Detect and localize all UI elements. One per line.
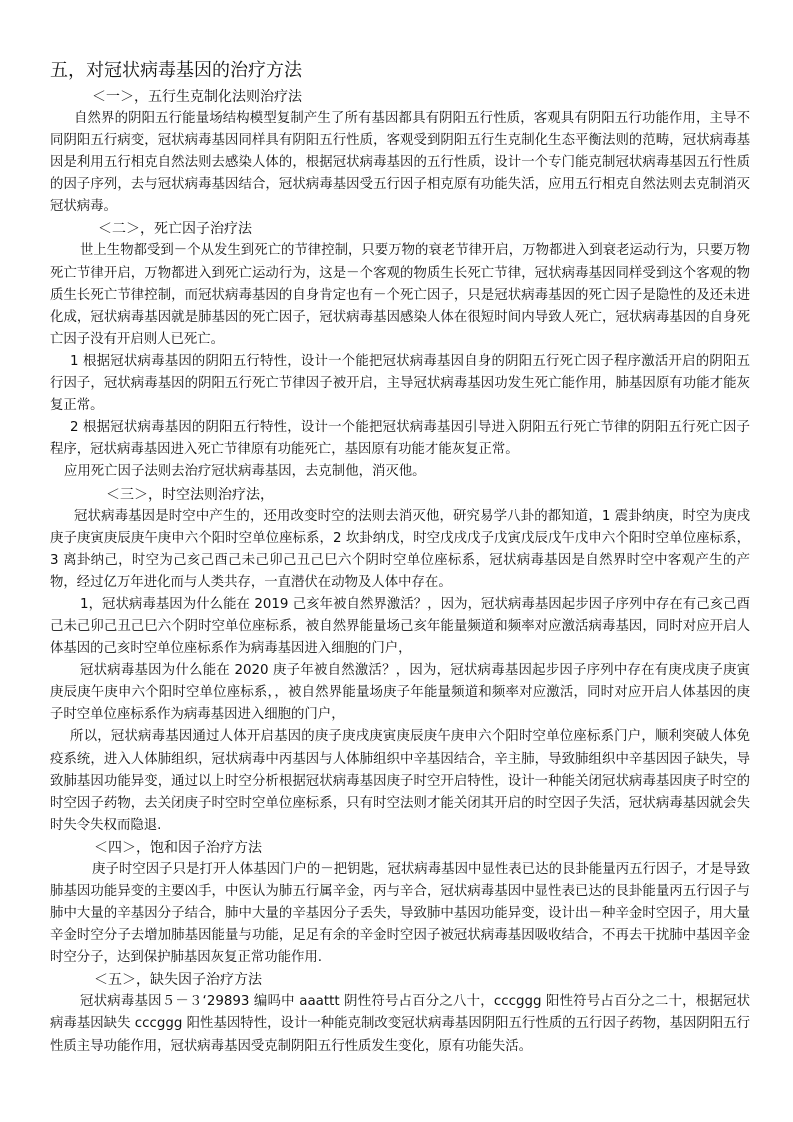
section-heading-2: ＜二＞，死亡因子治疗法 (98, 221, 252, 238)
paragraph: 冠状病毒基因５－３‘29893 编吗中 aaattt 阴性符号占百分之八十，cccggg 阳性符号占百分之二十，根据冠状病毒基因缺失 cccggg 阳性基因特性，设计一种能克制改变冠状病毒基因阴阳五行性质的五行因子药物，基因阴阳五行性质主导功能作用，冠状病毒基因受克制阴阳五行性质发生变化，原有功能失活。 (50, 994, 750, 1054)
section-heading-5: ＜五＞，缺失因子治疗方法 (94, 972, 262, 989)
document-title: 五，对冠状病毒基因的治疗方法 (50, 60, 302, 81)
paragraph: 庚子时空因子只是打开人体基因门户的－把钥匙，冠状病毒基因中显性表已达的艮卦能量丙五行因子，才是导致肺基因功能异变的主要凶手，中医认为肺五行属辛金，丙与辛合，冠状病毒基因中显性表已达的艮卦能量丙五行因子与肺中大量的辛基因分子结合，肺中大量的辛基因分子丢失，导致肺中基因功能异变，设计出－种辛金时空因子，用大量辛金时空分子去增加肺基因能量与功能，足足有余的辛金时空因子被冠状病毒基因吸收结合，不再去干扰肺中基因辛金时空分子，达到保护肺基因灰复正常功能作用. (50, 861, 750, 966)
paragraph: 应用死亡因子法则去治疗冠状病毒基因，去克制他，消灭他。 (64, 464, 426, 480)
section-heading-4: ＜四＞，饱和因子治疗方法 (94, 839, 262, 856)
document-body (50, 60, 750, 1058)
paragraph: 1，冠状病毒基因为什么能在 2019 己亥年被自然界激活？，因为，冠状病毒基因起步因子序列中存在有己亥己酉己未己卯己丑己巳六个阴时空单位座标系，被自然界能量场己亥年能量频道和频率对应激活病毒基因，同时对应开启人体基因的己亥时空单位座标系作为病毒基因进入细胞的门户， (50, 596, 750, 657)
paragraph: 世上生物都受到－个从发生到死亡的节律控制，只要万物的衰老节律开启，万物都进入到衰老运动行为，只要万物死亡节律开启，万物都进入到死亡运动行为，这是－个客观的物质生长死亡节律，冠状病毒基因同样受到这个客观的物质生长死亡节律控制，而冠状病毒基因的自身肯定也有－个死亡因子，只是冠状病毒基因的死亡因子是隐性的及还未进化成，冠状病毒基因就是肺基因的死亡因子，冠状病毒基因感染人体在很短时间内导致人死亡，冠状病毒基因的自身死亡因子没有开启则人已死亡。 (50, 243, 750, 347)
paragraph: 冠状病毒基因为什么能在 2020 庚子年被自然激活？，因为，冠状病毒基因起步因子序列中存在有庚戌庚子庚寅庚辰庚午庚申六个阳时空单位座标系，，被自然界能量场庚子年能量频道和频率对应激活，同时对应开启人体基因的庚子时空单位座标系作为病毒基因进入细胞的门户， (50, 663, 750, 723)
paragraph: 2 根据冠状病毒基因的阴阳五行特性，设计一个能把冠状病毒基因引导进入阴阳五行死亡节律的阴阳五行死亡因子程序，冠状病毒基因进入死亡节律原有功能死亡，基因原有功能才能灰复正常。 (50, 420, 750, 458)
paragraph: 冠状病毒基因是时空中产生的，还用改变时空的法则去消灭他，研究易学八卦的都知道，1 震卦纳庚，时空为庚戌庚子庚寅庚辰庚午庚申六个阳时空单位座标系，2 坎卦纳戊，时空戊戌戊子戊寅戊辰戊午戊申六个阳时空单位座标系，3 离卦纳己，时空为己亥己酉己未己卯己丑己巳六个阴时空单位座标系，冠状病毒基因是自然界时空中客观产生的产物，经过亿万年进化而与人类共存，一直潜伏在动物及人体中存在。 (50, 508, 750, 590)
paragraph: 自然界的阴阳五行能量场结构模型复制产生了所有基因都具有阴阳五行性质，客观具有阴阳五行功能作用，主导不同阴阳五行病变，冠状病毒基因同样具有阴阳五行性质，客观受到阴阳五行生克制化生态平衡法则的范畴，冠状病毒基因是利用五行相克自然法则去感染人体的，根据冠状病毒基因的五行性质，设计一个专门能克制冠状病毒基因五行性质的因子序列，去与冠状病毒基因结合，冠状病毒基因受五行因子相克原有功能失活，应用五行相克自然法则去克制消灭冠状病毒。 (50, 111, 750, 215)
section-heading-1: ＜一＞，五行生克制化法则治疗法 (92, 89, 302, 105)
section-heading-3: ＜三＞，时空法则治疗法， (106, 486, 274, 503)
paragraph: 1 根据冠状病毒基因的阴阳五行特性，设计一个能把冠状病毒基因自身的阴阳五行死亡因子程序激活开启的阴阳五行因子，冠状病毒基因的阴阳五行死亡节律因子被开启，主导冠状病毒基因功发生死亡能作用，肺基因原有功能才能灰复正常。 (50, 353, 750, 414)
paragraph: 所以，冠状病毒基因通过人体开启基因的庚子庚戌庚寅庚辰庚午庚申六个阳时空单位座标系门户，顺利突破人体免疫系统，进入人体肺组织，冠状病毒中丙基因与人体肺组织中辛基因结合，辛主肺，导致肺组织中辛基因因子缺失，导致肺基因功能异变，通过以上时空分析根据冠状病毒基因庚子时空开启特性，设计一种能关闭冠状病毒基因庚子时空的时空因子药物，去关闭庚子时空时空单位座标系，只有时空法则才能关闭其开启的时空因子失活，冠状病毒基因就会失时失令失权而隐退. (50, 729, 750, 833)
